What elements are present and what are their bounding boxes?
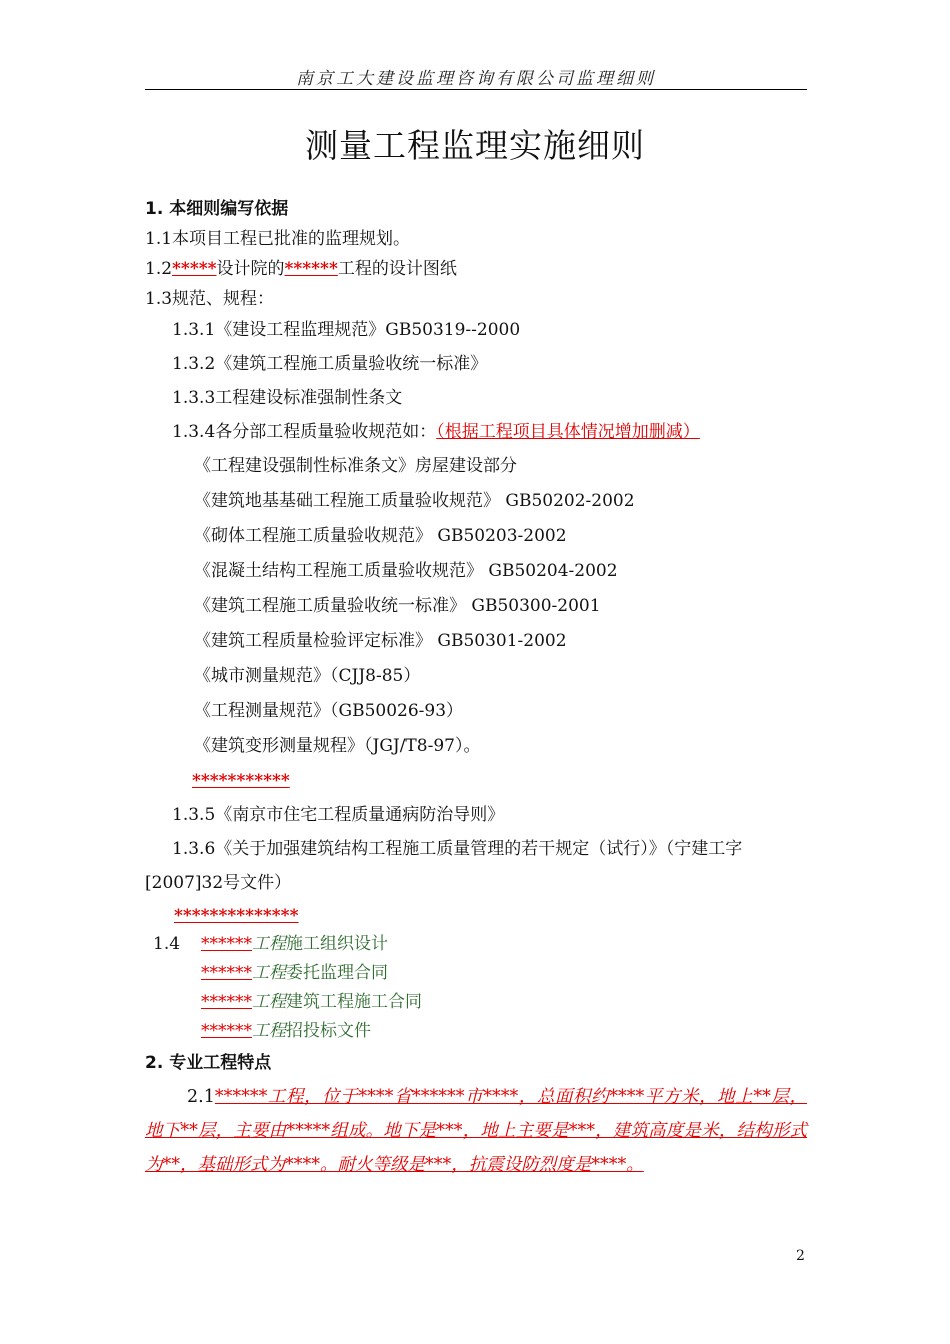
header-rule <box>145 89 807 90</box>
item-1-2-stars1: ***** <box>172 259 217 279</box>
item-1-4-text: 施工组织设计 <box>286 934 388 954</box>
standard-item: 《城市测量规范》（CJJ8-85） <box>194 666 421 686</box>
standard-item: 《建筑地基基础工程施工质量验收规范》 GB50202-2002 <box>194 491 635 511</box>
item-1-1: 1.1本项目工程已批准的监理规划。 <box>145 229 411 249</box>
item-1-4-row <box>201 963 388 983</box>
standard-item: 《工程建设强制性标准条文》房屋建设部分 <box>194 456 517 476</box>
item-1-4-row <box>201 934 388 954</box>
item-1-4-number: 1.4 <box>153 934 181 954</box>
page-header: 南京工大建设监理咨询有限公司监理细则 <box>296 69 656 89</box>
item-1-3-1: 1.3.1《建设工程监理规范》GB50319--2000 <box>172 320 521 340</box>
item-1-4-word: 工程 <box>252 992 286 1012</box>
item-1-4-word: 工程 <box>252 934 286 954</box>
item-1-4-text: 建筑工程施工合同 <box>286 992 422 1012</box>
item-1-4-stars: ****** <box>201 934 252 954</box>
item-1-3-2: 1.3.2《建筑工程施工质量验收统一标准》 <box>172 354 488 374</box>
item-1-4-row <box>201 1021 371 1041</box>
item-1-3-6-continued: [2007]32号文件） <box>145 873 292 893</box>
standard-item: 《砌体工程施工质量验收规范》 GB50203-2002 <box>194 526 567 546</box>
standard-item: 《建筑工程质量检验评定标准》 GB50301-2002 <box>194 631 567 651</box>
item-1-2-mid: 设计院的 <box>216 259 285 279</box>
standard-item: 《建筑工程施工质量验收统一标准》 GB50300-2001 <box>194 596 601 616</box>
item-1-2-stars2: ****** <box>284 259 338 279</box>
placeholder-stars: *********** <box>192 771 290 791</box>
section2-heading: 2. 专业工程特点 <box>145 1053 272 1073</box>
item-1-2-prefix: 1.2 <box>145 259 173 279</box>
item-1-3-6: 1.3.6《关于加强建筑结构工程施工质量管理的若干规定（试行）》（宁建工字 <box>172 839 743 859</box>
item-1-3: 1.3规范、规程： <box>145 289 275 309</box>
paragraph-number: 2.1 <box>187 1087 215 1107</box>
item-1-4-stars: ****** <box>201 963 252 983</box>
standard-item: 《建筑变形测量规程》（JGJ/T8-97）。 <box>194 736 481 756</box>
standard-item: 《工程测量规范》（GB50026-93） <box>194 701 464 721</box>
item-1-4-word: 工程 <box>252 963 286 983</box>
item-1-4-stars: ****** <box>201 1021 252 1041</box>
item-1-4-row <box>201 992 422 1012</box>
standard-item: 《混凝土结构工程施工质量验收规范》 GB50204-2002 <box>194 561 618 581</box>
item-1-4-word: 工程 <box>252 1021 286 1041</box>
item-1-2-suffix: 工程的设计图纸 <box>337 259 457 279</box>
item-1-3-3: 1.3.3工程建设标准强制性条文 <box>172 388 403 408</box>
item-1-4-text: 委托监理合同 <box>286 963 388 983</box>
item-1-2 <box>145 259 457 279</box>
paragraph-text: ******工程，位于****省******市****，总面积约****平方米，地上**层，地下**层，主要由*****组成。地下是***，地上主要是***，建筑高度是米，结构形式为**，基础形式为****。耐火等级是***，抗震设防烈度是****。 <box>145 1087 807 1175</box>
item-1-3-4 <box>172 422 700 442</box>
item-1-3-4-text: 1.3.4各分部工程质量验收规范如： <box>172 422 437 442</box>
section1-heading: 1. 本细则编写依据 <box>145 199 289 219</box>
document-title: 测量工程监理实施细则 <box>305 126 645 165</box>
item-1-4-stars: ****** <box>201 992 252 1012</box>
item-1-4-text: 招投标文件 <box>286 1021 371 1041</box>
item-1-3-4-note: （根据工程项目具体情况增加删减） <box>436 422 700 442</box>
section2-paragraph <box>145 1080 807 1182</box>
item-1-3-5: 1.3.5《南京市住宅工程质量通病防治导则》 <box>172 805 505 825</box>
placeholder-stars: ************** <box>174 906 299 926</box>
page-number: 2 <box>796 1248 805 1264</box>
